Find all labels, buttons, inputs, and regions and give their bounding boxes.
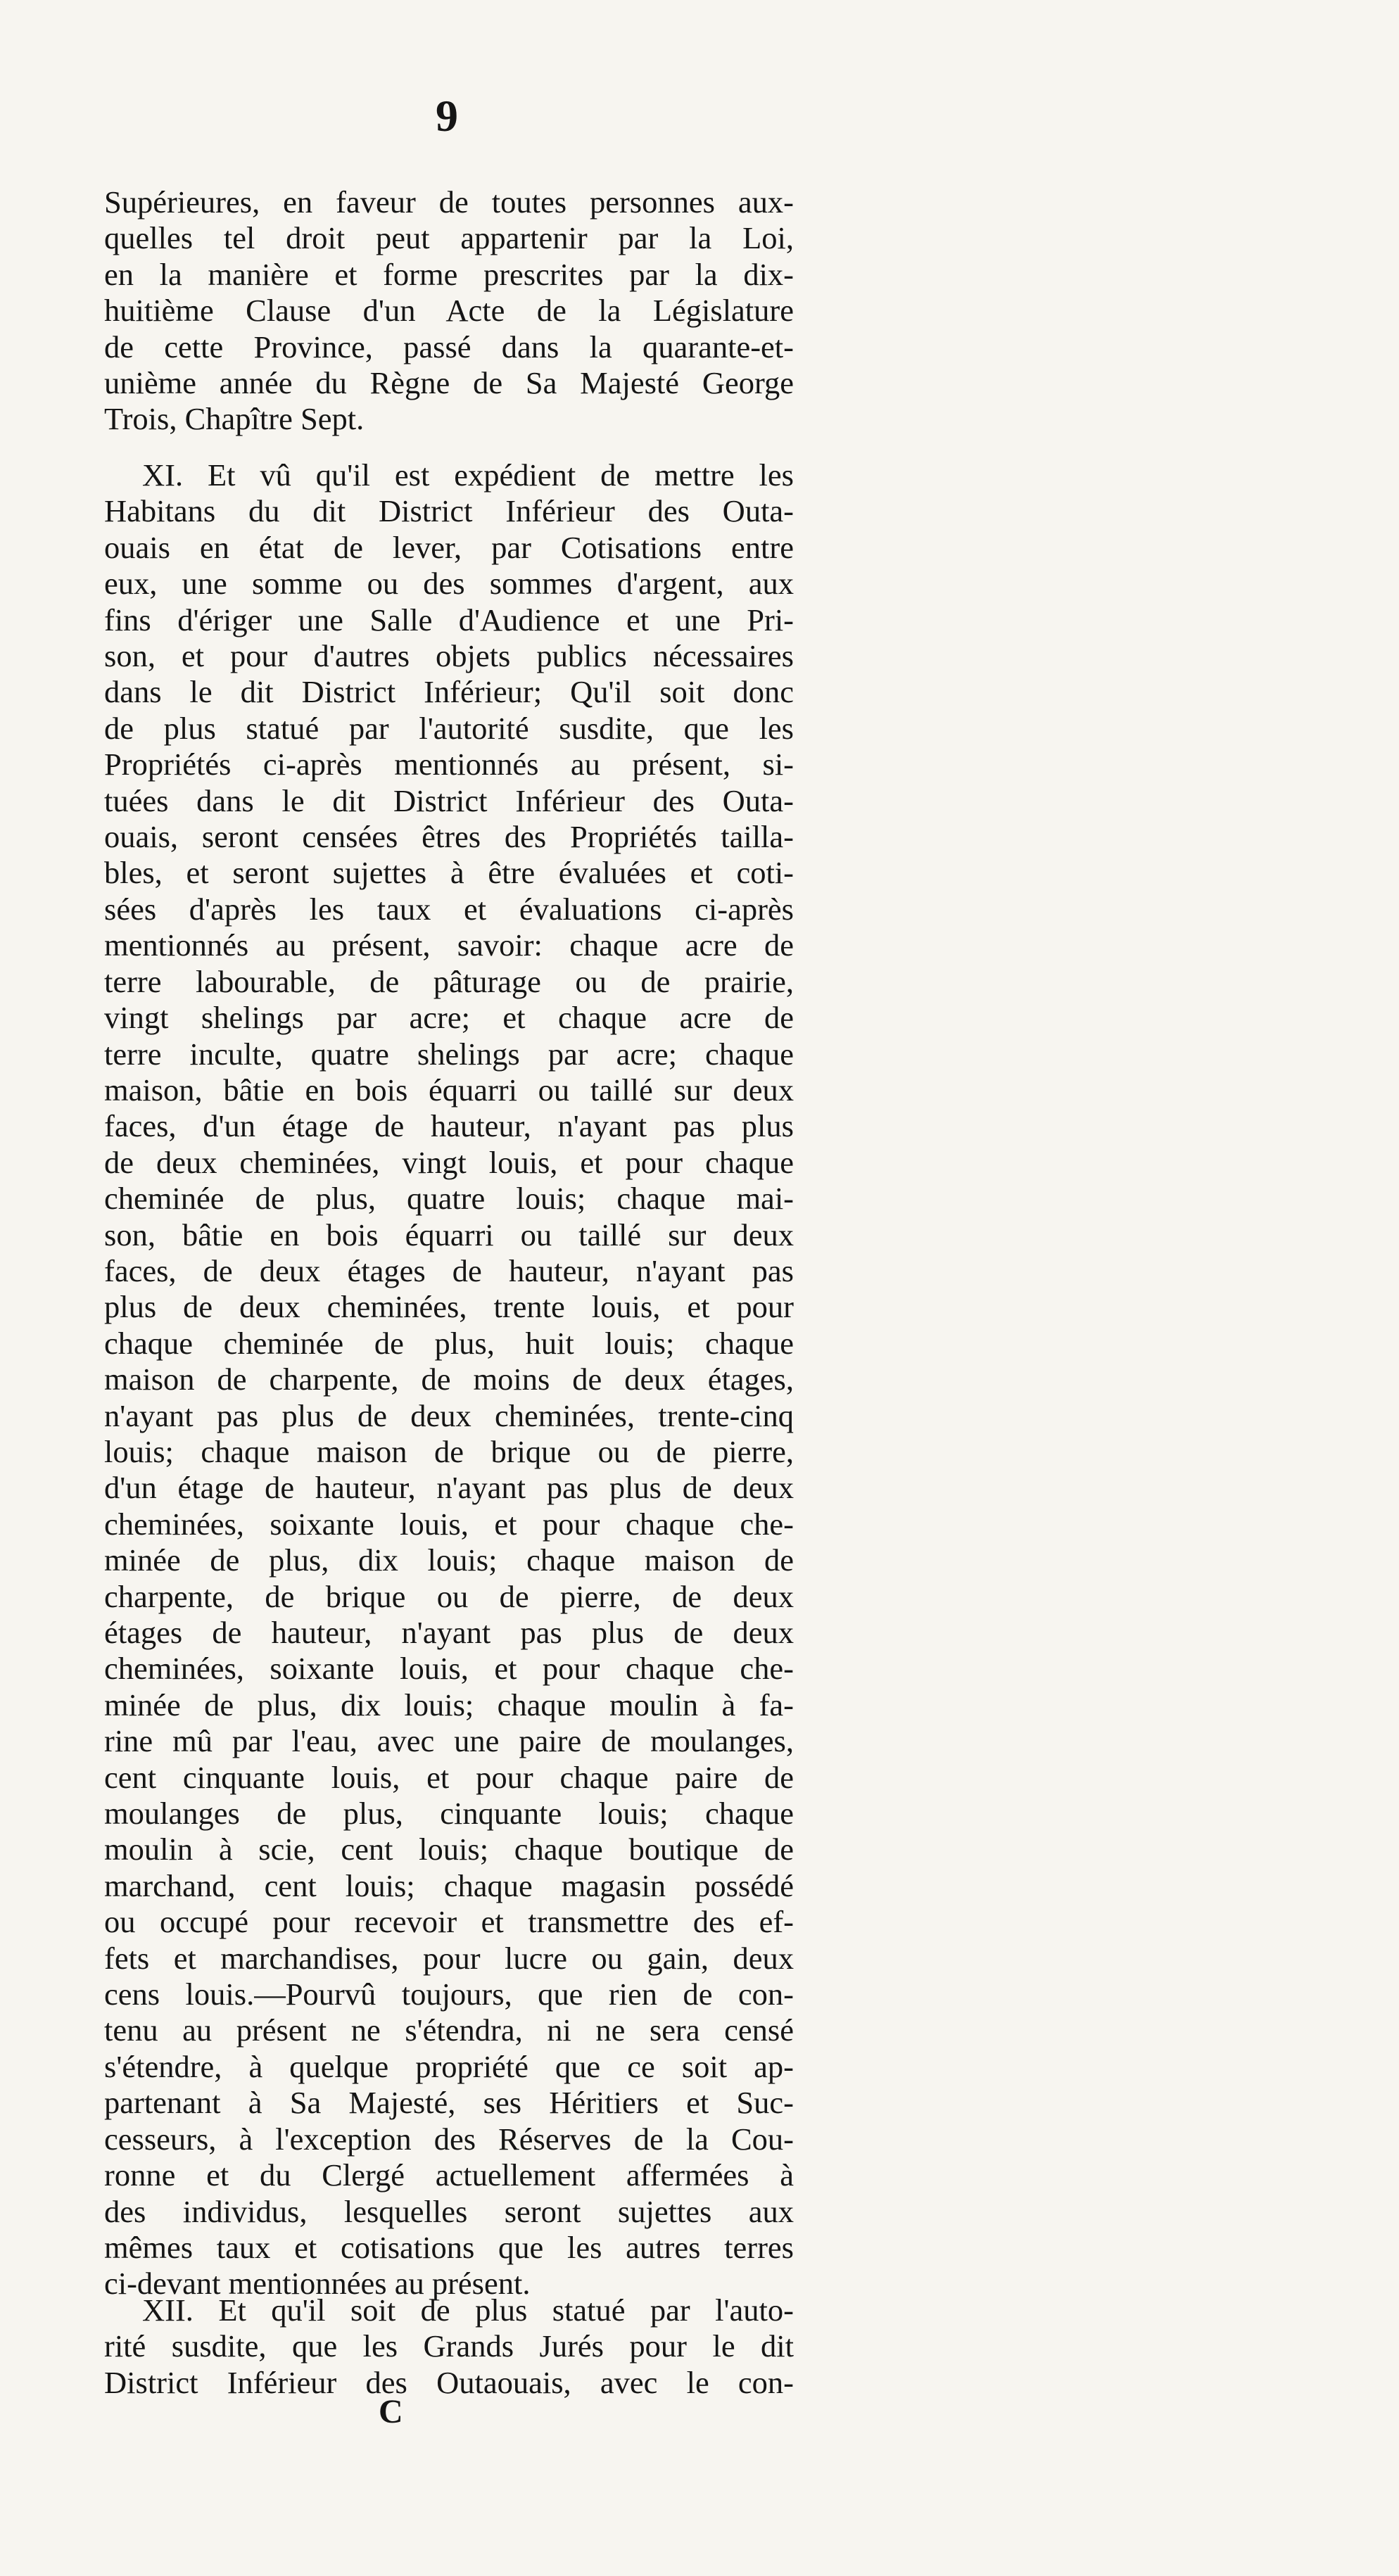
text-line: minée de plus, dix louis; chaque maison de	[104, 1542, 794, 1578]
text-line: louis; chaque maison de brique ou de pierre,	[104, 1433, 794, 1469]
text-line: cent cinquante louis, et pour chaque paire de	[104, 1759, 794, 1795]
text-line: des individus, lesquelles seront sujettes aux	[104, 2193, 794, 2229]
text-line: en la manière et forme prescrites par la dix-	[104, 256, 794, 292]
text-line: moulanges de plus, cinquante louis; chaque	[104, 1796, 794, 1832]
text-line: unième année du Règne de Sa Majesté George	[104, 365, 794, 401]
text-line: rité susdite, que les Grands Jurés pour le dit	[104, 2328, 794, 2364]
text-line: Propriétés ci-après mentionnés au présent, si-	[104, 747, 794, 782]
text-line: s'étendre, à quelque propriété que ce soit ap-	[104, 2048, 794, 2084]
text-line: étages de hauteur, n'ayant pas plus de deux	[104, 1615, 794, 1650]
text-line: cens louis.—Pourvû toujours, que rien de con-	[104, 1977, 794, 2012]
text-line: n'ayant pas plus de deux cheminées, trente-cinq	[104, 1397, 794, 1433]
text-line: ronne et du Clergé actuellement affermées à	[104, 2157, 794, 2193]
text-line: cheminées, soixante louis, et pour chaque che-	[104, 1651, 794, 1687]
text-line: XI. Et vû qu'il est expédient de mettre les	[142, 457, 794, 493]
text-line: minée de plus, dix louis; chaque moulin à fa-	[104, 1687, 794, 1722]
text-line: de deux cheminées, vingt louis, et pour chaque	[104, 1144, 794, 1180]
text-line: huitième Clause d'un Acte de la Législature	[104, 293, 794, 329]
text-line: marchand, cent louis; chaque magasin possédé	[104, 1867, 794, 1903]
text-line: fins d'ériger une Salle d'Audience et une Pri-	[104, 602, 794, 637]
text-line: tuées dans le dit District Inférieur des Outa-	[104, 782, 794, 818]
text-line: rine mû par l'eau, avec une paire de moulanges,	[104, 1723, 794, 1759]
text-line: mentionnés au présent, savoir: chaque acre de	[104, 927, 794, 963]
text-line: terre labourable, de pâturage ou de prairie,	[104, 963, 794, 999]
text-line: charpente, de brique ou de pierre, de deux	[104, 1578, 794, 1614]
text-line: cheminée de plus, quatre louis; chaque mai-	[104, 1181, 794, 1217]
paragraph-continuation	[104, 184, 794, 438]
text-line: ou occupé pour recevoir et transmettre des ef-	[104, 1904, 794, 1940]
text-line: ci-devant mentionnées au présent.	[104, 2266, 531, 2302]
text-line: faces, de deux étages de hauteur, n'ayant pas	[104, 1252, 794, 1288]
text-line: XII. Et qu'il soit de plus statué par l'auto-	[142, 2292, 794, 2328]
text-line: sées d'après les taux et évaluations ci-après	[104, 891, 794, 927]
text-line: maison de charpente, de moins de deux étages,	[104, 1362, 794, 1397]
paragraph-section-xi	[104, 457, 794, 2302]
text-line: District Inférieur des Outaouais, avec le con-	[104, 2364, 794, 2400]
text-line: cesseurs, à l'exception des Réserves de la Cou-	[104, 2121, 794, 2157]
paragraph-section-xii	[104, 2292, 794, 2401]
text-line: maison, bâtie en bois équarri ou taillé sur deux	[104, 1072, 794, 1108]
text-line: dans le dit District Inférieur; Qu'il soit donc	[104, 674, 794, 710]
text-line: fets et marchandises, pour lucre ou gain, deux	[104, 1940, 794, 1976]
text-line: Habitans du dit District Inférieur des Outa-	[104, 493, 794, 529]
signature-mark: C	[379, 2393, 403, 2430]
text-line: ouais en état de lever, par Cotisations entre	[104, 529, 794, 565]
text-line: cheminées, soixante louis, et pour chaque che-	[104, 1506, 794, 1542]
text-line: d'un étage de hauteur, n'ayant pas plus de deux	[104, 1470, 794, 1506]
text-line: son, bâtie en bois équarri ou taillé sur deux	[104, 1217, 794, 1252]
text-line: faces, d'un étage de hauteur, n'ayant pas plus	[104, 1108, 794, 1144]
text-line: plus de deux cheminées, trente louis, et pour	[104, 1289, 794, 1325]
text-line: chaque cheminée de plus, huit louis; chaque	[104, 1325, 794, 1361]
text-line: vingt shelings par acre; et chaque acre de	[104, 1000, 794, 1036]
text-line: eux, une somme ou des sommes d'argent, aux	[104, 566, 794, 602]
text-line: ouais, seront censées êtres des Propriétés tailla-	[104, 819, 794, 855]
text-line: Trois, Chapître Sept.	[104, 401, 365, 437]
text-line: Supérieures, en faveur de toutes personnes aux-	[104, 184, 794, 220]
page-number: 9	[436, 91, 458, 141]
text-line: de plus statué par l'autorité susdite, que les	[104, 710, 794, 746]
text-line: terre inculte, quatre shelings par acre; chaque	[104, 1036, 794, 1072]
text-line: son, et pour d'autres objets publics nécessaires	[104, 638, 794, 674]
text-line: mêmes taux et cotisations que les autres terres	[104, 2229, 794, 2265]
text-line: partenant à Sa Majesté, ses Héritiers et Suc-	[104, 2085, 794, 2121]
text-line: tenu au présent ne s'étendra, ni ne sera censé	[104, 2012, 794, 2048]
text-line: bles, et seront sujettes à être évaluées et coti-	[104, 855, 794, 891]
text-line: de cette Province, passé dans la quarante-et-	[104, 329, 794, 364]
text-line: moulin à scie, cent louis; chaque boutique de	[104, 1832, 794, 1867]
text-line: quelles tel droit peut appartenir par la Loi,	[104, 220, 794, 256]
